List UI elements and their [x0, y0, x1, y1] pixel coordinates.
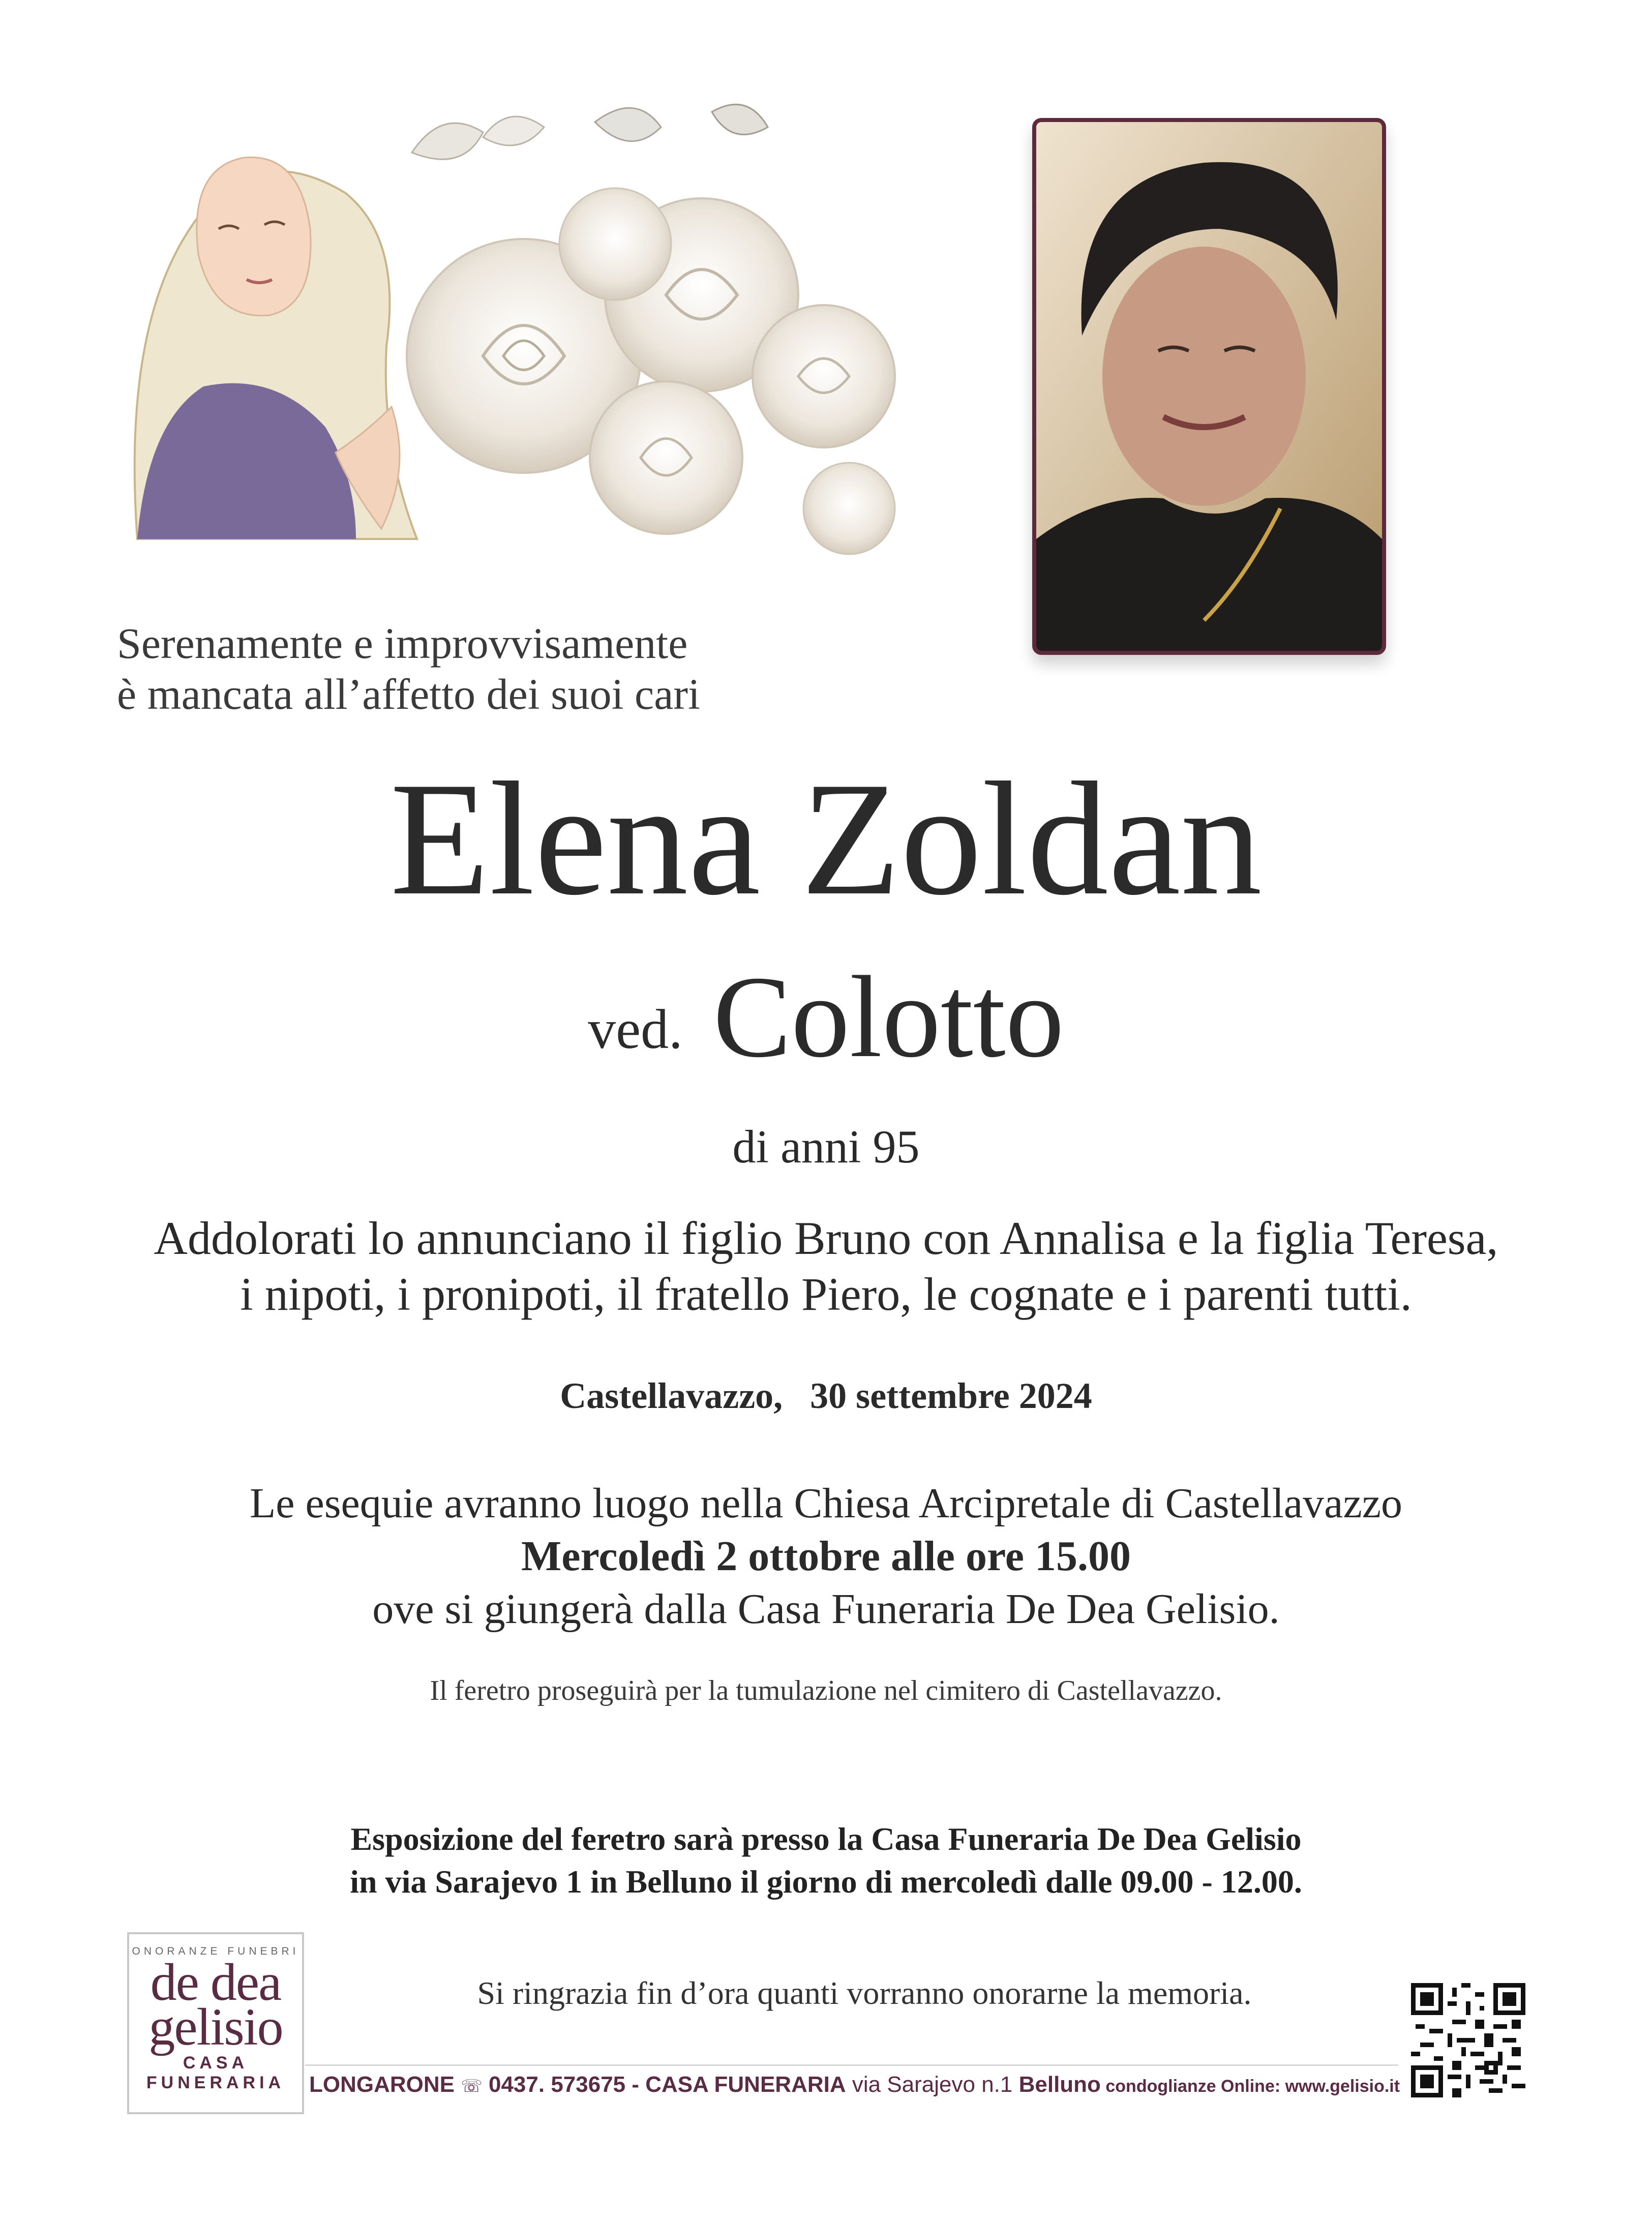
announcement-line-1: Addolorati lo annunciano il figlio Bruno con Annalisa e la figlia Teresa,	[154, 1212, 1498, 1264]
funeral-line-1: Le esequie avranno luogo nella Chiesa Arcipretale di Castellavazzo	[249, 1480, 1403, 1527]
married-name-line	[0, 953, 1652, 1093]
madonna-roses-image	[127, 92, 905, 569]
exposition-info	[0, 1818, 1652, 1903]
funeral-line-3: ove si giungerà dalla Casa Funeraria De Dea Gelisio.	[372, 1585, 1280, 1633]
thanks-text: Si ringrazia fin d’ora quanti vorranno onorarne la memoria.	[477, 1975, 1252, 2011]
intro-text	[117, 618, 700, 719]
burial-note: Il feretro proseguirà per la tumulazione nel cimitero di Castellavazzo.	[430, 1675, 1222, 1706]
footer-divider	[305, 2064, 1398, 2066]
widow-prefix: ved.	[588, 998, 683, 1061]
footer-town: LONGARONE	[309, 2072, 455, 2097]
portrait-image	[1036, 122, 1382, 651]
announcement-line-2: i nipoti, i pronipoti, il fratello Piero, le cognate e i parenti tutti.	[240, 1268, 1412, 1320]
logo-name-line-2: gelisio	[148, 1998, 283, 2056]
logo-bottom-text: CASA FUNERARIA	[146, 2053, 285, 2092]
footer-city: Belluno	[1012, 2072, 1101, 2097]
logo-name-line-1: de dea	[150, 1953, 281, 2012]
deceased-name: Elena Zoldan	[390, 749, 1262, 929]
funeral-home-logo	[127, 1932, 304, 2114]
footer-casa-funeraria: - CASA FUNERARIA	[625, 2072, 846, 2097]
intro-line-1: Serenamente e improvvisamente	[117, 619, 688, 668]
exposition-line-2: in via Sarajevo 1 in Belluno il giorno di mercoledì dalle 09.00 - 12.00.	[350, 1864, 1302, 1900]
age-text: di anni 95	[732, 1121, 920, 1173]
intro-line-2: è mancata all’affetto dei suoi cari	[117, 670, 700, 718]
funeral-date-time: Mercoledì 2 ottobre alle ore 15.00	[521, 1533, 1131, 1580]
telephone-icon: ☏	[461, 2077, 483, 2096]
qr-code-icon	[1411, 1983, 1525, 2097]
footer-contact-line	[309, 2069, 1400, 2102]
footer-phone: 0437. 573675	[482, 2072, 626, 2097]
married-name: Colotto	[713, 952, 1064, 1082]
deceased-portrait-photo	[1032, 118, 1386, 655]
funeral-info	[0, 1477, 1652, 1636]
footer-address: via Sarajevo n.1	[846, 2072, 1013, 2097]
place-date: Castellavazzo, 30 settembre 2024	[560, 1375, 1092, 1416]
logo-top-text: ONORANZE FUNEBRI	[132, 1945, 299, 1957]
exposition-line-1: Esposizione del feretro sarà presso la Casa Funeraria De Dea Gelisio	[350, 1821, 1302, 1857]
announcement-text	[0, 1210, 1652, 1322]
footer-online-condolences: condoglianze Online: www.gelisio.it	[1100, 2077, 1400, 2096]
